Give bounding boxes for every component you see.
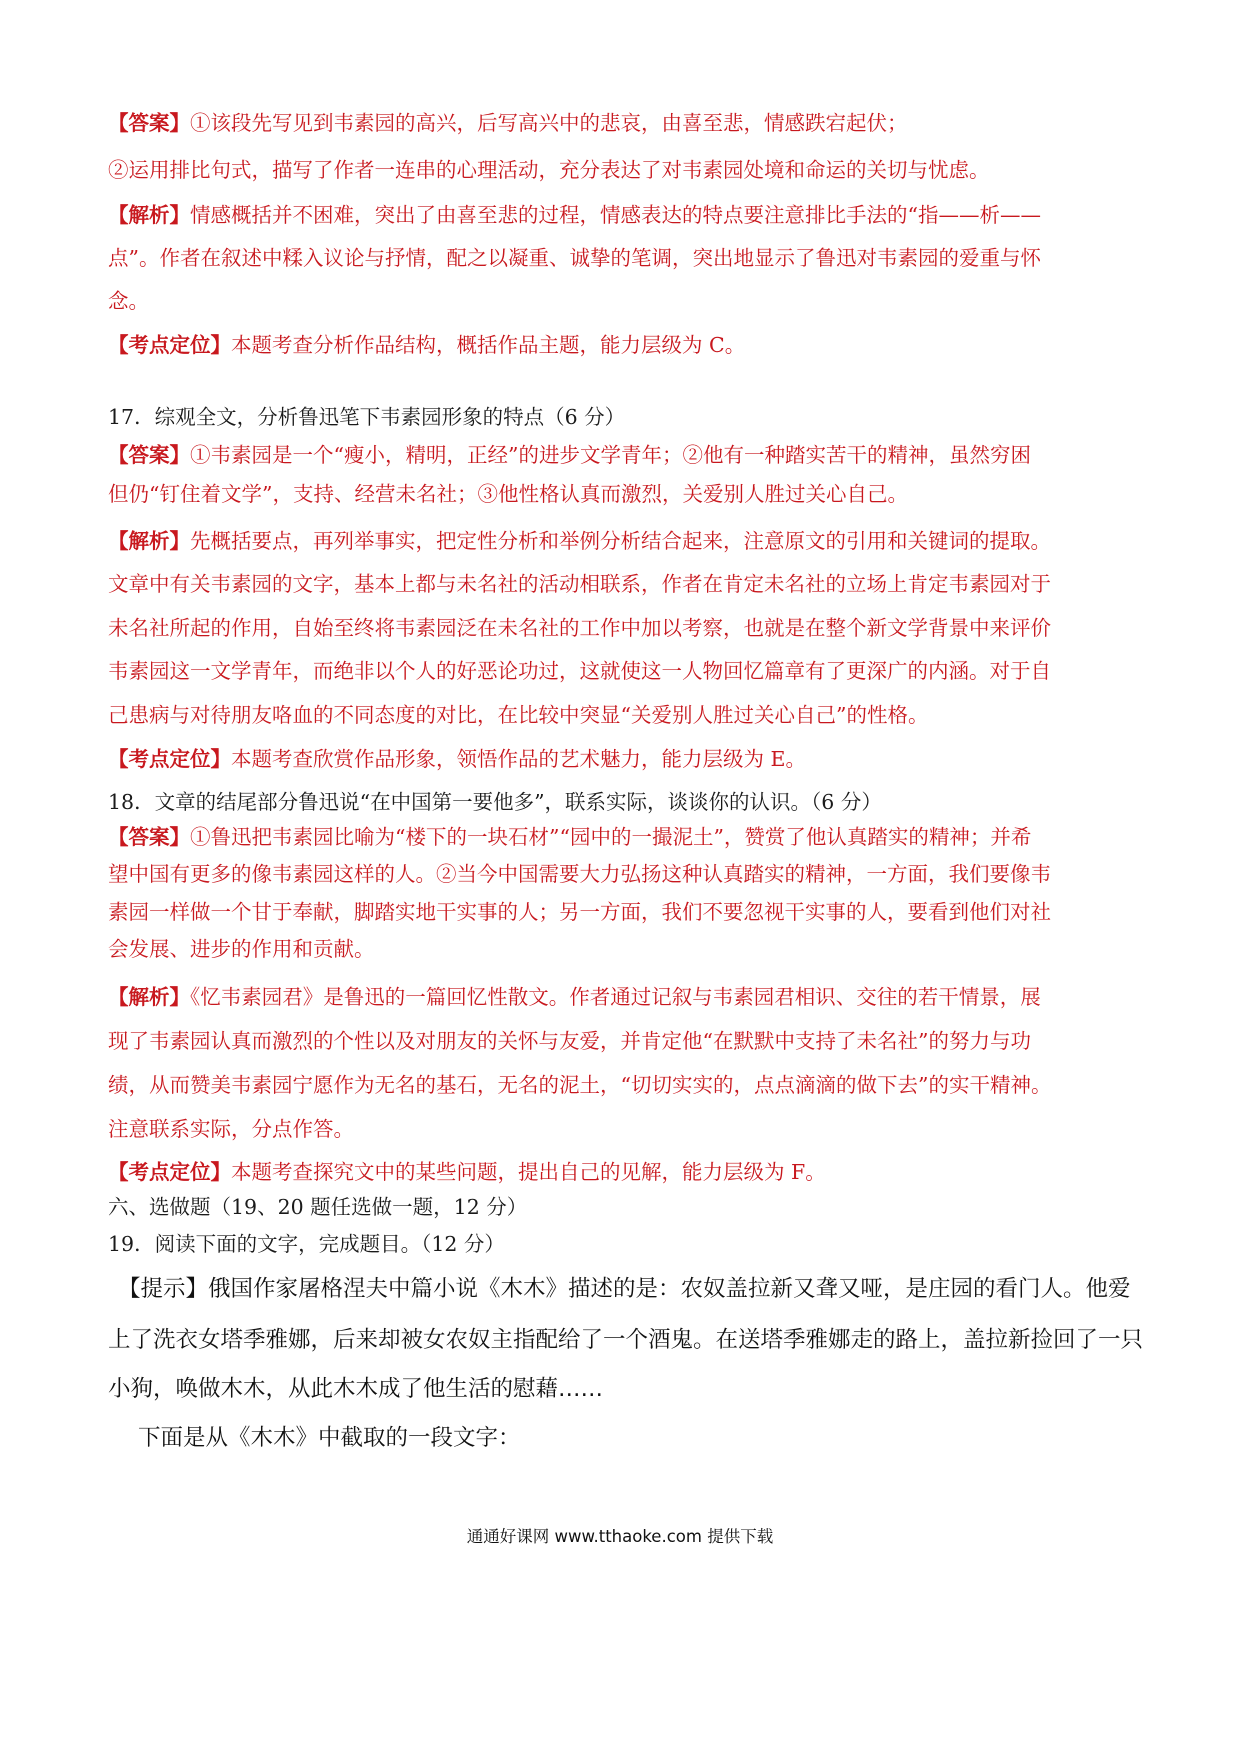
q18-question: 18．文章的结尾部分鲁迅说“在中国第一要他多”，联系实际，谈谈你的认识。（6 分） [108, 790, 882, 814]
q17-analysis-line-5: 己患病与对待朋友咯血的不同态度的对比，在比较中突显“关爱别人胜过关心自己”的性格。 [108, 703, 929, 727]
analysis-label: 【解析】 [108, 203, 190, 227]
q17-analysis-line-4: 韦素园这一文学青年，而绝非以个人的好恶论功过，这就使这一人物回忆篇章有了更深广的内涵。对于自 [108, 659, 1051, 683]
q16-kaodian: 【考点定位】本题考查分析作品结构，概括作品主题，能力层级为 C。 [108, 333, 746, 357]
answer-label: 【答案】 [108, 111, 190, 135]
kaodian-label: 【考点定位】 [108, 1160, 231, 1184]
q16-answer-line-2: ②运用排比句式，描写了作者一连串的心理活动，充分表达了对韦素园处境和命运的关切与忧虑。 [108, 158, 990, 182]
q18-answer-line-1: 【答案】①鲁迅把韦素园比喻为“楼下的一块石材”“园中的一撮泥土”，赞赏了他认真踏实的精神；并希 [108, 825, 1032, 849]
q16-analysis-line-2: 点”。作者在叙述中糅入议论与抒情，配之以凝重、诚挚的笔调，突出地显示了鲁迅对韦素园的爱重与怀 [108, 246, 1041, 270]
answer-label: 【答案】 [108, 443, 190, 467]
q17-question: 17．综观全文，分析鲁迅笔下韦素园形象的特点（6 分） [108, 405, 626, 429]
kaodian-label: 【考点定位】 [108, 747, 231, 771]
analysis-label: 【解析】 [108, 985, 190, 1009]
excerpt-intro: 下面是从《木木》中截取的一段文字： [138, 1425, 521, 1451]
q17-answer-line-2: 但仍“钉住着文学”，支持、经营未名社；③他性格认真而激烈，关爱别人胜过关心自己。 [108, 482, 908, 506]
tip-line-3: 小狗，唤做木木，从此木木成了他生活的慰藉…… [108, 1376, 604, 1402]
q18-kaodian: 【考点定位】本题考查探究文中的某些问题，提出自己的见解，能力层级为 F。 [108, 1160, 826, 1184]
q17-answer-line-1: 【答案】①韦素园是一个“瘦小，精明，正经”的进步文学青年；②他有一种踏实苦干的精神，虽然穷困 [108, 443, 1031, 467]
section-6-heading: 六、选做题（19、20 题任选做一题，12 分） [108, 1195, 528, 1219]
q18-answer-line-4: 会发展、进步的作用和贡献。 [108, 937, 375, 961]
q18-analysis-line-4: 注意联系实际，分点作答。 [108, 1117, 354, 1141]
tip-line-2: 上了洗衣女塔季雅娜，后来却被女农奴主指配给了一个酒鬼。在送塔季雅娜走的路上，盖拉新捡回了一只 [108, 1327, 1144, 1353]
answer-label: 【答案】 [108, 825, 190, 849]
q18-analysis-line-1: 【解析】《忆韦素园君》是鲁迅的一篇回忆性散文。作者通过记叙与韦素园君相识、交往的若干情景，展 [108, 985, 1041, 1009]
q16-analysis-line-3: 念。 [108, 289, 149, 313]
q18-analysis-line-3: 绩，从而赞美韦素园宁愿作为无名的基石，无名的泥土，“切切实实的，点点滴滴的做下去”的实干精神。 [108, 1073, 1052, 1097]
tip-line-1: 【提示】俄国作家屠格涅夫中篇小说《木木》描述的是：农奴盖拉新又聋又哑，是庄园的看门人。他爱 [118, 1276, 1131, 1302]
q18-answer-line-3: 素园一样做一个甘于奉献，脚踏实地干实事的人；另一方面，我们不要忽视干实事的人，要看到他们对社 [108, 900, 1051, 924]
page-footer: 通通好课网 www.tthaoke.com 提供下载 [466, 1527, 774, 1546]
q18-analysis-line-2: 现了韦素园认真而激烈的个性以及对朋友的关怀与友爱，并肯定他“在默默中支持了未名社”的努力与功 [108, 1029, 1031, 1053]
q17-analysis-line-2: 文章中有关韦素园的文字，基本上都与未名社的活动相联系，作者在肯定未名社的立场上肯定韦素园对于 [108, 572, 1051, 596]
analysis-label: 【解析】 [108, 529, 190, 553]
q19-question: 19．阅读下面的文字，完成题目。（12 分） [108, 1232, 505, 1256]
q17-analysis-line-3: 未名社所起的作用，自始至终将韦素园泛在未名社的工作中加以考察，也就是在整个新文学背景中来评价 [108, 616, 1051, 640]
q16-analysis-line-1: 【解析】情感概括并不困难，突出了由喜至悲的过程，情感表达的特点要注意排比手法的“指——析—— [108, 203, 1041, 227]
kaodian-label: 【考点定位】 [108, 333, 231, 357]
q16-answer-line-1: 【答案】①该段先写见到韦素园的高兴，后写高兴中的悲哀，由喜至悲，情感跌宕起伏； [108, 111, 908, 135]
q17-analysis-line-1: 【解析】先概括要点，再列举事实，把定性分析和举例分析结合起来，注意原文的引用和关键词的提取。 [108, 529, 1051, 553]
q18-answer-line-2: 望中国有更多的像韦素园这样的人。②当今中国需要大力弘扬这种认真踏实的精神，一方面，我们要像韦 [108, 862, 1051, 886]
q17-kaodian: 【考点定位】本题考查欣赏作品形象，领悟作品的艺术魅力，能力层级为 E。 [108, 747, 806, 771]
